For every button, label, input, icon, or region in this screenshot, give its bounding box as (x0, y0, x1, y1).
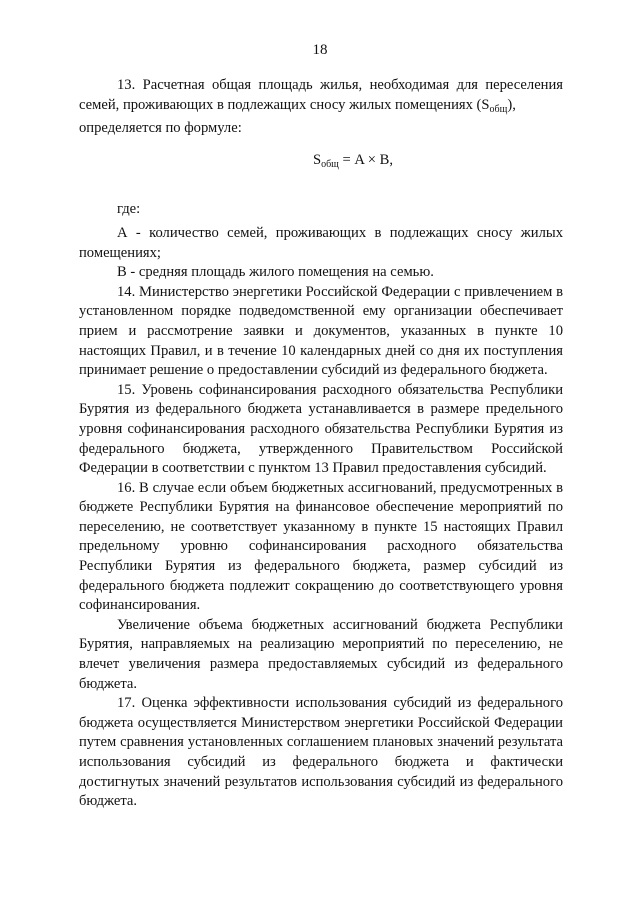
definition-a: А - количество семей, проживающих в подлежащих сносу жилых помещениях; (79, 224, 563, 261)
paragraph-17: 17. Оценка эффективности использования субсидий из федерального бюджета осуществляется Министерством энергетики Российской Федерации путем сравнения установленных соглашением плановых значений результата использования субсидий из федерального бюджета и фактически достигнутых значений результатов использования субсидий из федерального бюджета. (79, 695, 563, 810)
s-total-subscript: общ (489, 103, 508, 115)
definition-b: В - средняя площадь жилого помещения на семью. (117, 264, 434, 281)
paragraph-13 (79, 76, 563, 119)
paragraph-16-continued: Увеличение объема бюджетных ассигнований бюджета Республики Бурятия, направляемых на реализацию мероприятий по переселению, не влечет увеличения размера предоставляемых субсидий из федерального бюджета. (79, 616, 563, 692)
paragraph-15: 15. Уровень софинансирования расходного обязательства Республики Бурятия из федерального бюджета устанавливается в размере предельного уровня софинансирования расходного обязательства Республики Бурятия из федерального бюджета, утвержденного Правительством Российской Федерации в соответствии с пунктом 13 Правил предоставления субсидий. (79, 381, 563, 477)
formula-rhs: = A × B, (338, 151, 394, 168)
paragraph-14: 14. Министерство энергетики Российской Федерации с привлечением в установленном порядке подведомственной ему организации обеспечивает прием и рассмотрение заявки и документов, указанных в пункте 10 настоящих Правил, и в течение 10 календарных дней со дня их поступления принимает решение о предоставлении субсидий из федерального бюджета. (79, 283, 563, 379)
paragraph-13-text: 13. Расчетная общая площадь жилья, необходимая для переселения семей, проживающих в подлежащих сносу жилых помещениях ( (79, 77, 563, 113)
paragraph-13-text-after: ), (507, 96, 516, 113)
paragraph-13-line2: определяется по формуле: (79, 120, 242, 137)
area-formula (79, 151, 563, 175)
paragraph-16: 16. В случае если объем бюджетных ассигнований, предусмотренных в бюджете Республики Бурятия на финансовое обеспечение мероприятий по переселению, не соответствует указанному в пункте 15 настоящих Правил предельному уровню софинансирования расходного обязательства Республики Бурятия из федерального бюджета, размер субсидий из федерального бюджета подлежит сокращению до соответствующего уровня софинансирования. (79, 479, 563, 614)
s-total-symbol: S (481, 96, 490, 113)
document-body (79, 76, 563, 812)
where-label: где: (117, 201, 141, 218)
page-number: 18 (312, 42, 328, 58)
formula-lhs-subscript: общ (321, 158, 339, 170)
formula-lhs: S (312, 151, 322, 168)
